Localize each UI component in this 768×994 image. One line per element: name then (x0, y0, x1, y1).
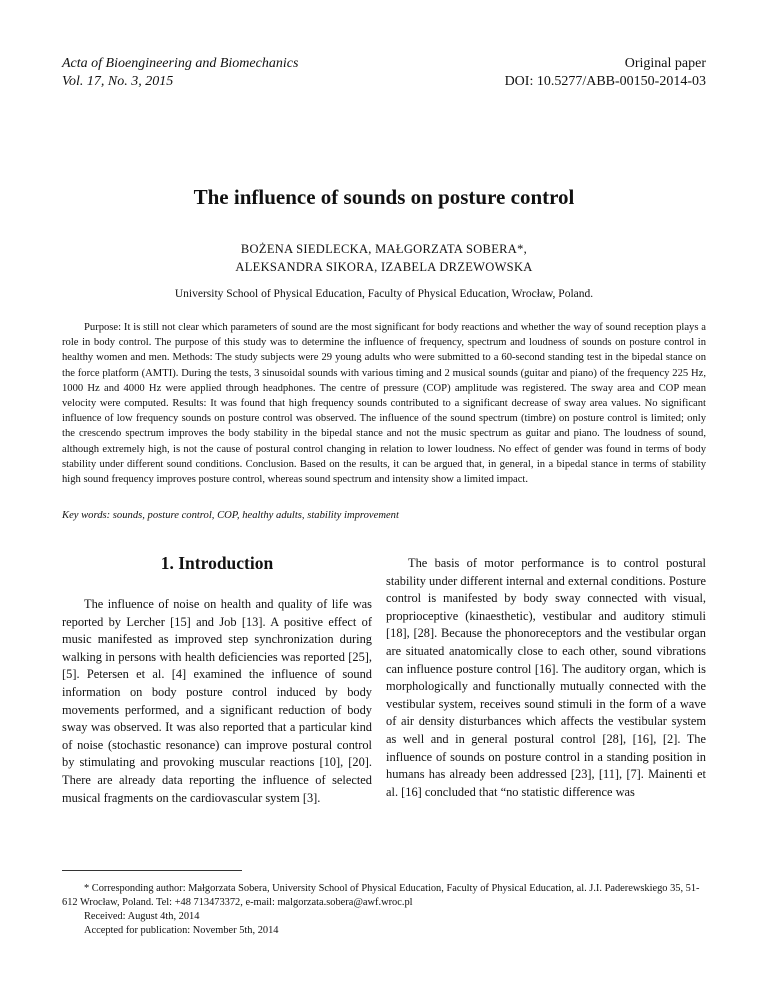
authors-line-2: ALEKSANDRA SIKORA, IZABELA DRZEWOWSKA (235, 260, 533, 274)
authors-line-1: BOŻENA SIEDLECKA, MAŁGORZATA SOBERA*, (240, 242, 528, 256)
author-list (0, 240, 768, 276)
received-date: Received: August 4th, 2014 (84, 911, 200, 922)
affiliation: University School of Physical Education, Faculty of Physical Education, Wrocław, Poland. (174, 288, 594, 300)
keywords: Key words: sounds, posture control, COP, healthy adults, stability improvement (62, 510, 399, 521)
body-right-column: The basis of motor performance is to control postural stability under different internal and external conditions. Posture control is manifested by body sway connected with visual, proprioceptive (kinaesthetic), vestibular and auditory stimuli [18], [28]. Because the phonoreceptors and the vestibular organ are situated anatomically close to each other, sound vibrations can influence posture control [16]. The auditory organ, which is morphologically and functionally mutually connected with the vestibular system, receives sound stimuli in the form of a wave of air density disturbances which affects the vestibular system as well and in general postural control [28], [16], [2]. The influence of sounds on posture control in a standing position in humans has already been addressed [23], [11], [7]. Mainenti et al. [16] concluded that “no statistic difference was (386, 556, 706, 799)
section-heading: 1. Introduction (160, 553, 274, 573)
corresponding-author-note: * Corresponding author: Małgorzata Sobera, University School of Physical Education, Faculty of Physical Education, al. J.I. Paderewskiego 35, 51-612 Wrocław, Poland. Tel: +48 713473372, e-mail: malgorzata.sobera@awf.wroc.pl (62, 883, 700, 908)
body-left-column: The influence of noise on health and quality of life was reported by Lercher [15] and Job [13]. A positive effect of music manifested as improved step synchronization during walking in persons with health deficiencies was reported [25], [5]. Petersen et al. [4] examined the influence of sound information on body posture control induced by body movements performed, and a significant reduction of body sway was observed. It was also reported that a particular kind of noise (stochastic resonance) can improve postural control by stimulating and provoking muscular reactions [10], [20]. There are already data reporting the influence of selected musical fragments on the cardiovascular system [3]. (62, 597, 372, 805)
paper-type: Original paper (624, 56, 706, 71)
paper-title: The influence of sounds on posture control (193, 185, 575, 209)
journal-info (62, 55, 298, 91)
doi: DOI: 10.5277/ABB-00150-2014-03 (504, 74, 706, 89)
accepted-date: Accepted for publication: November 5th, 2014 (84, 925, 279, 936)
journal-volume: Vol. 17, No. 3, 2015 (62, 74, 174, 89)
abstract: Purpose: It is still not clear which parameters of sound are the most significant for body reactions and whether the way of sound reception plays a role in body control. The purpose of this study was to determine the influence of frequency, spectrum and loudness of sounds on posture control in healthy women and men. Methods: The study subjects were 29 young adults who were submitted to a 60-second standing test in the bipedal stance on the force platform (AMTI). During the tests, 3 sinusoidal sounds with various timing and 2 musical sounds (guitar and piano) of the frequency 225 Hz, 1000 Hz and 4000 Hz were applied through headphones. The centre of pressure (COP) amplitude was registered. The sway area and COP mean velocity were computed. Results: It was found that high frequency sounds contributed to a significant decrease of sway area values. No significant influence of low frequency sounds on posture control was observed. The influence of the sound spectrum (timbre) on posture control is limited; only the crescendo spectrum improves the body stability in the bipedal stance and not the music spectrum as guitar and piano. The loudness of sound, although extremely high, is not the cause of postural control changing in relation to lower loudness. No effect of gender was found in terms of body stability under different sound conditions. Conclusion. Based on the results, it can be argued that, in general, in a bipedal stance in terms of stability high sound frequency improves posture control, whereas sound spectrum and intensity show a limited impact. (62, 322, 706, 486)
journal-name: Acta of Bioengineering and Biomechanics (62, 56, 299, 71)
footnote-divider (62, 870, 242, 871)
paper-meta (505, 55, 706, 91)
